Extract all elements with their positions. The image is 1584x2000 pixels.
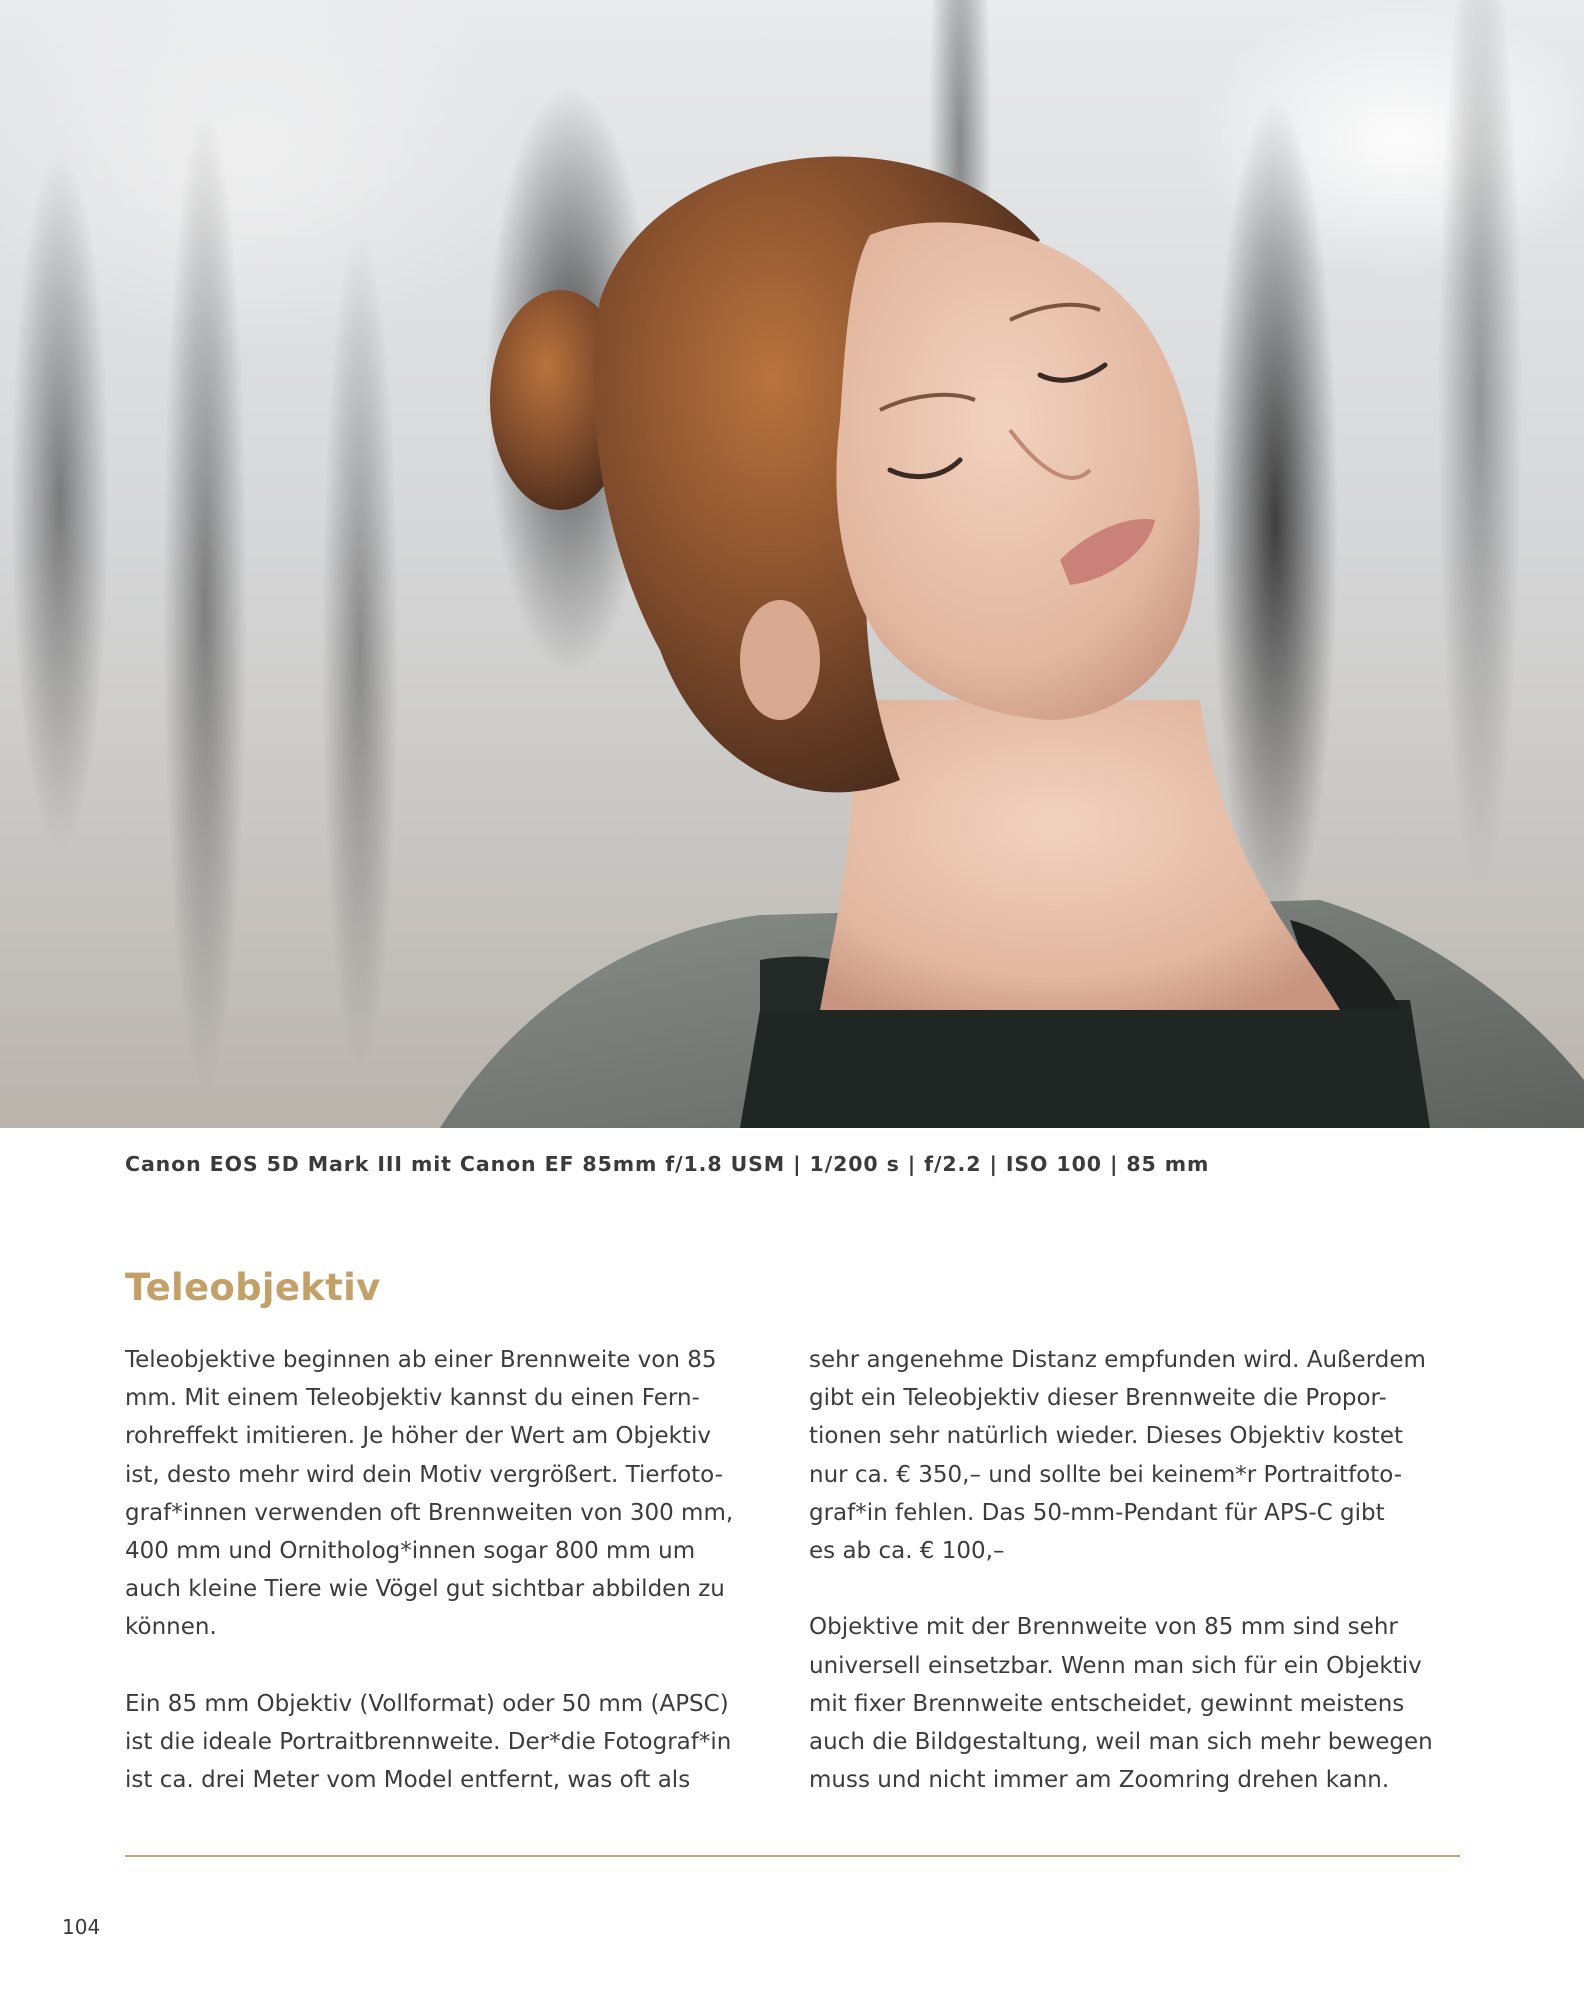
paragraph-gap [809, 1570, 1459, 1608]
text-line: auch die Bildgestaltung, weil man sich mehr bewegen [809, 1729, 1433, 1756]
left-column [125, 1341, 775, 1799]
text-line: nur ca. € 350,– und sollte bei keinem*r Portraitfoto- [809, 1461, 1403, 1488]
text-line: 400 mm und Ornitholog*innen sogar 800 mm um [125, 1538, 696, 1565]
text-line: Ein 85 mm Objektiv (Vollformat) oder 50 mm (APSC) [125, 1690, 729, 1717]
page-number: 104 [62, 1915, 101, 1939]
text-line: auch kleine Tiere wie Vögel gut sichtbar abbilden zu [125, 1576, 725, 1603]
text-line: graf*in fehlen. Das 50-mm-Pendant für APS-C gibt [809, 1499, 1385, 1526]
text-line: ist ca. drei Meter vom Model entfernt, was oft als [125, 1767, 691, 1794]
text-line: ist die ideale Portraitbrennweite. Der*die Fotograf*in [125, 1729, 732, 1756]
photo-caption: Canon EOS 5D Mark III mit Canon EF 85mm f/1.8 USM | 1/200 s | f/2.2 | ISO 100 | 85 mm [125, 1152, 1210, 1176]
divider-rule [125, 1855, 1460, 1857]
text-line: es ab ca. € 100,– [809, 1538, 1005, 1565]
paragraph-gap [125, 1647, 775, 1685]
right-column [809, 1341, 1459, 1799]
text-line: Objektive mit der Brennweite von 85 mm sind sehr [809, 1614, 1398, 1641]
text-line: mm. Mit einem Teleobjektiv kannst du einen Fern- [125, 1385, 700, 1412]
text-line: muss und nicht immer am Zoomring drehen kann. [809, 1767, 1390, 1794]
text-line: rohreffekt imitieren. Je höher der Wert am Objektiv [125, 1423, 712, 1450]
text-line: mit fixer Brennweite entscheidet, gewinnt meistens [809, 1690, 1405, 1717]
text-line: tionen sehr natürlich wieder. Dieses Objektiv kostet [809, 1423, 1403, 1450]
section-heading: Teleobjektiv [125, 1266, 381, 1309]
text-line: können. [125, 1614, 217, 1641]
text-line: sehr angenehme Distanz empfunden wird. Außerdem [809, 1347, 1426, 1373]
text-line: ist, desto mehr wird dein Motiv vergrößert. Tierfoto- [125, 1461, 723, 1488]
text-line: gibt ein Teleobjektiv dieser Brennweite die Propor- [809, 1385, 1387, 1412]
text-line: Teleobjektive beginnen ab einer Brennweite von 85 [125, 1347, 717, 1373]
text-line: universell einsetzbar. Wenn man sich für ein Objektiv [809, 1652, 1422, 1679]
text-line: graf*innen verwenden oft Brennweiten von 300 mm, [125, 1499, 734, 1526]
